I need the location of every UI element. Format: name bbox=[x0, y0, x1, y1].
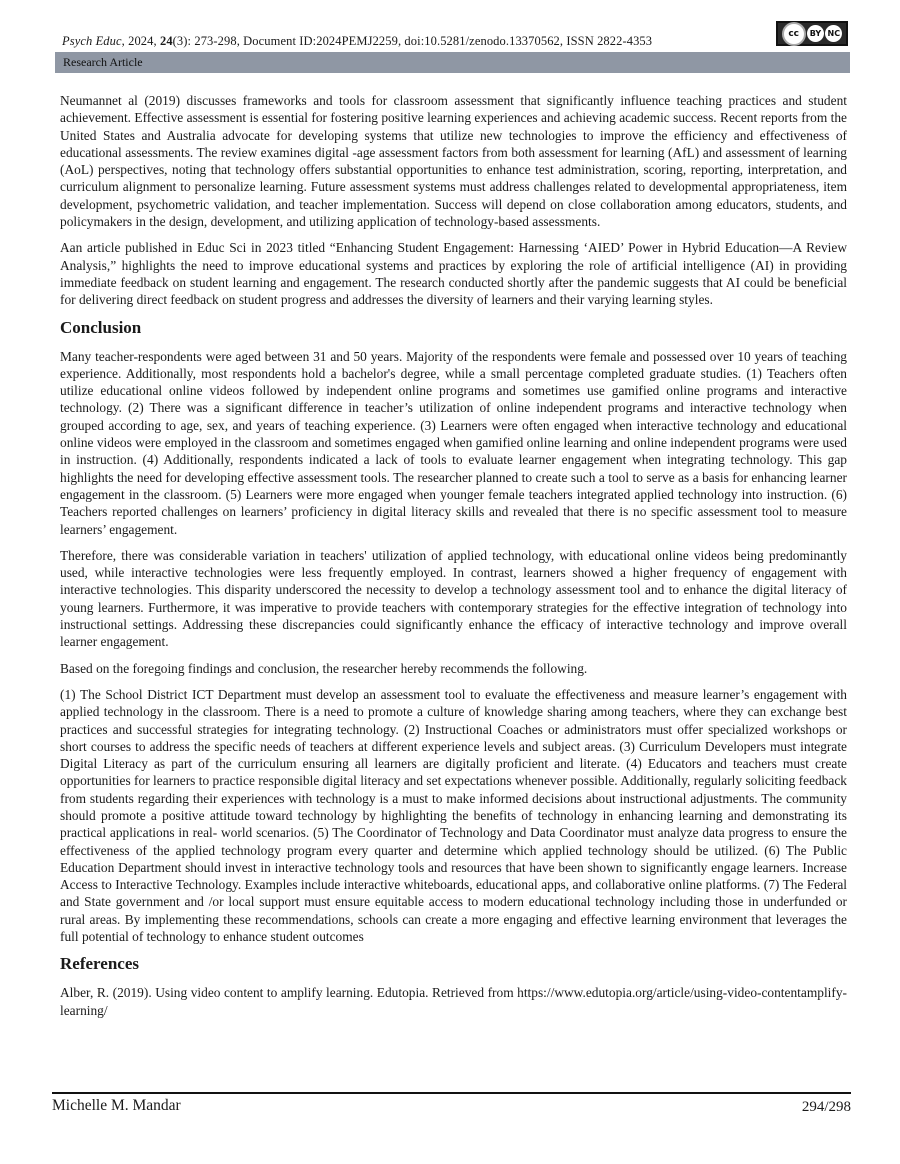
conclusion-paragraph: Based on the foregoing findings and conclusion, the researcher hereby recommends the following. bbox=[60, 660, 588, 676]
cc-icon: cc bbox=[782, 22, 806, 46]
page-number: 294/298 bbox=[801, 1099, 851, 1115]
creative-commons-badge-icon bbox=[776, 21, 848, 46]
footer-author: Michelle M. Mandar bbox=[52, 1097, 181, 1114]
conclusion-paragraph: Many teacher-respondents were aged between 31 and 50 years. Majority of the respondents were female and possessed over 10 years of teaching experience. Additionally, most respondents hold a bachelor's degree, while a small percentage completed graduate studies. (1) Teachers often utilize educational online videos followed by independent online programs and sometimes use gamified online programs and interactive technology. (2) There was a significant difference in teacher’s utilization of online independent programs and interactive technology when grouped according to age, sex, and years of teaching experience. (3) Learners were often engaged when interactive technology and educational online videos were employed in the classroom and sometimes engaged when gamified online learning and online independent programs were used in instruction. (4) Additionally, respondents indicated a lack of tools to evaluate learner engagement when integrating technology. This gap highlights the need for developing effective assessment tools. The researcher planned to create such a tool to serve as a basis for enhancing learner engagement in the classroom. (5) Learners were more engaged when younger female teachers integrated applied technology into instruction. (6) Teachers reported challenges on learners’ proficiency in digital literacy skills and revealed that there is no specific assessment tool to measure learners’ engagement. bbox=[60, 348, 847, 537]
attribution-icon: BY bbox=[807, 25, 824, 42]
article-body bbox=[60, 92, 847, 1028]
recommendations-paragraph: (1) The School District ICT Department must develop an assessment tool to evaluate the effectiveness and measure learner’s engagement with applied technology in the classroom. There is a need to promote a culture of knowledge sharing among teachers, where they can exchange best practices and successful strategies for integrating technology. (2) Instructional Coaches or administrators must offer specialized workshops or short courses to address the specific needs of teachers at different experience levels and subject areas. (3) Curriculum Developers must integrate Digital Literacy as part of the curriculum ensuring all learners are digitally proficient and literate. (4) Educators and teachers must create opportunities for learners to practice responsible digital literacy and set expectations whenever possible. Additionally, regularly soliciting feedback from students regarding their experiences with technology is a must to make informed decisions about instructional adjustments. The community should promote a positive attitude toward technology by highlighting the benefits of technology in enhancing learning and demonstrating its practical applications in real- world scenarios. (5) The Coordinator of Technology and Data Coordinator must analyze data progress to ensure the effectiveness of the applied technology program every quarter and determine which applied technology should be utilized. (6) The Public Education Department should invest in interactive technology tools and resources that have been shown to significantly engage learners. Increase Access to Interactive Technology. Examples include interactive whiteboards, educational apps, and collaborative online platforms. (7) The Federal and State government and /or local support must ensure equitable access to modern educational technology including those in underfunded or rural areas. By implementing these recommendations, schools can create a more engaging and effective learning environment that leverages the full potential of technology to enhance student outcomes bbox=[60, 686, 847, 945]
footer-divider bbox=[52, 1092, 851, 1094]
section-label-bar bbox=[55, 52, 850, 73]
journal-name: Psych Educ bbox=[62, 34, 122, 48]
journal-volume: 24 bbox=[159, 34, 173, 48]
journal-citation bbox=[62, 34, 652, 49]
body-paragraph: Aan article published in Educ Sci in 2023 titled “Enhancing Student Engagement: Harnessing ‘AIED’ Power in Hybrid Education—A Review Analysis,” highlights the need to improve educational systems and practices by exploring the role of artificial intelligence (AI) in providing immediate feedback on student learning and engagement. The research conducted shortly after the pandemic suggests that AI could be beneficial for delivering direct feedback on student progress and addresses the diversity of learners and their varying learning styles. bbox=[60, 240, 847, 308]
references-heading: References bbox=[60, 954, 139, 974]
reference-entry: Alber, R. (2019). Using video content to amplify learning. Edutopia. Retrieved from https://www.edutopia.org/article/using-video-contentamplify-learning/ bbox=[60, 985, 847, 1018]
conclusion-heading: Conclusion bbox=[60, 317, 142, 337]
section-label: Research Article bbox=[63, 55, 143, 69]
noncommercial-icon: NC bbox=[825, 25, 842, 42]
citation-details: (3): 273-298, Document ID:2024PEMJ2259, doi:10.5281/zenodo.13370562, ISSN 2822-4353 bbox=[172, 34, 653, 48]
body-paragraph: Neumannet al (2019) discusses frameworks and tools for classroom assessment that significantly influence teaching practices and student achievement. Effective assessment is essential for fostering positive learning experiences and achieving academic success. Recent reports from the United States and Australia advocate for developing systems that utilize new technologies to improve the efficiency and effectiveness of educational assessments. The review examines digital -age assessment factors from both assessment for learning (AfL) and assessment of learning (AoL) perspectives, noting that technology offers substantial opportunities to enhance test administration, scoring, reporting, interpretation, and curriculum alignment to personalize learning. Future assessment systems must address challenges related to developmental appropriateness, item development, psychometric validation, and teacher implementation. Success will depend on close collaboration among educators, students, and policymakers in the design, development, and utilizing application of technology-based assessments. bbox=[60, 93, 847, 230]
citation-year: , 2024, bbox=[121, 34, 160, 48]
conclusion-paragraph: Therefore, there was considerable variation in teachers' utilization of applied technology, with educational online videos being predominantly used, while interactive technologies were less frequently employed. In contrast, learners showed a higher frequency of engagement with interactive technologies. This disparity underscored the necessity to develop a technology assessment tool and to enhance the digital literacy of young learners. Furthermore, it was imperative to provide teachers with contemporary strategies for the effective integration of technology into instructional settings. Addressing these discrepancies could significantly enhance the efficacy of interactive technology and improve overall learner engagement. bbox=[60, 547, 847, 650]
